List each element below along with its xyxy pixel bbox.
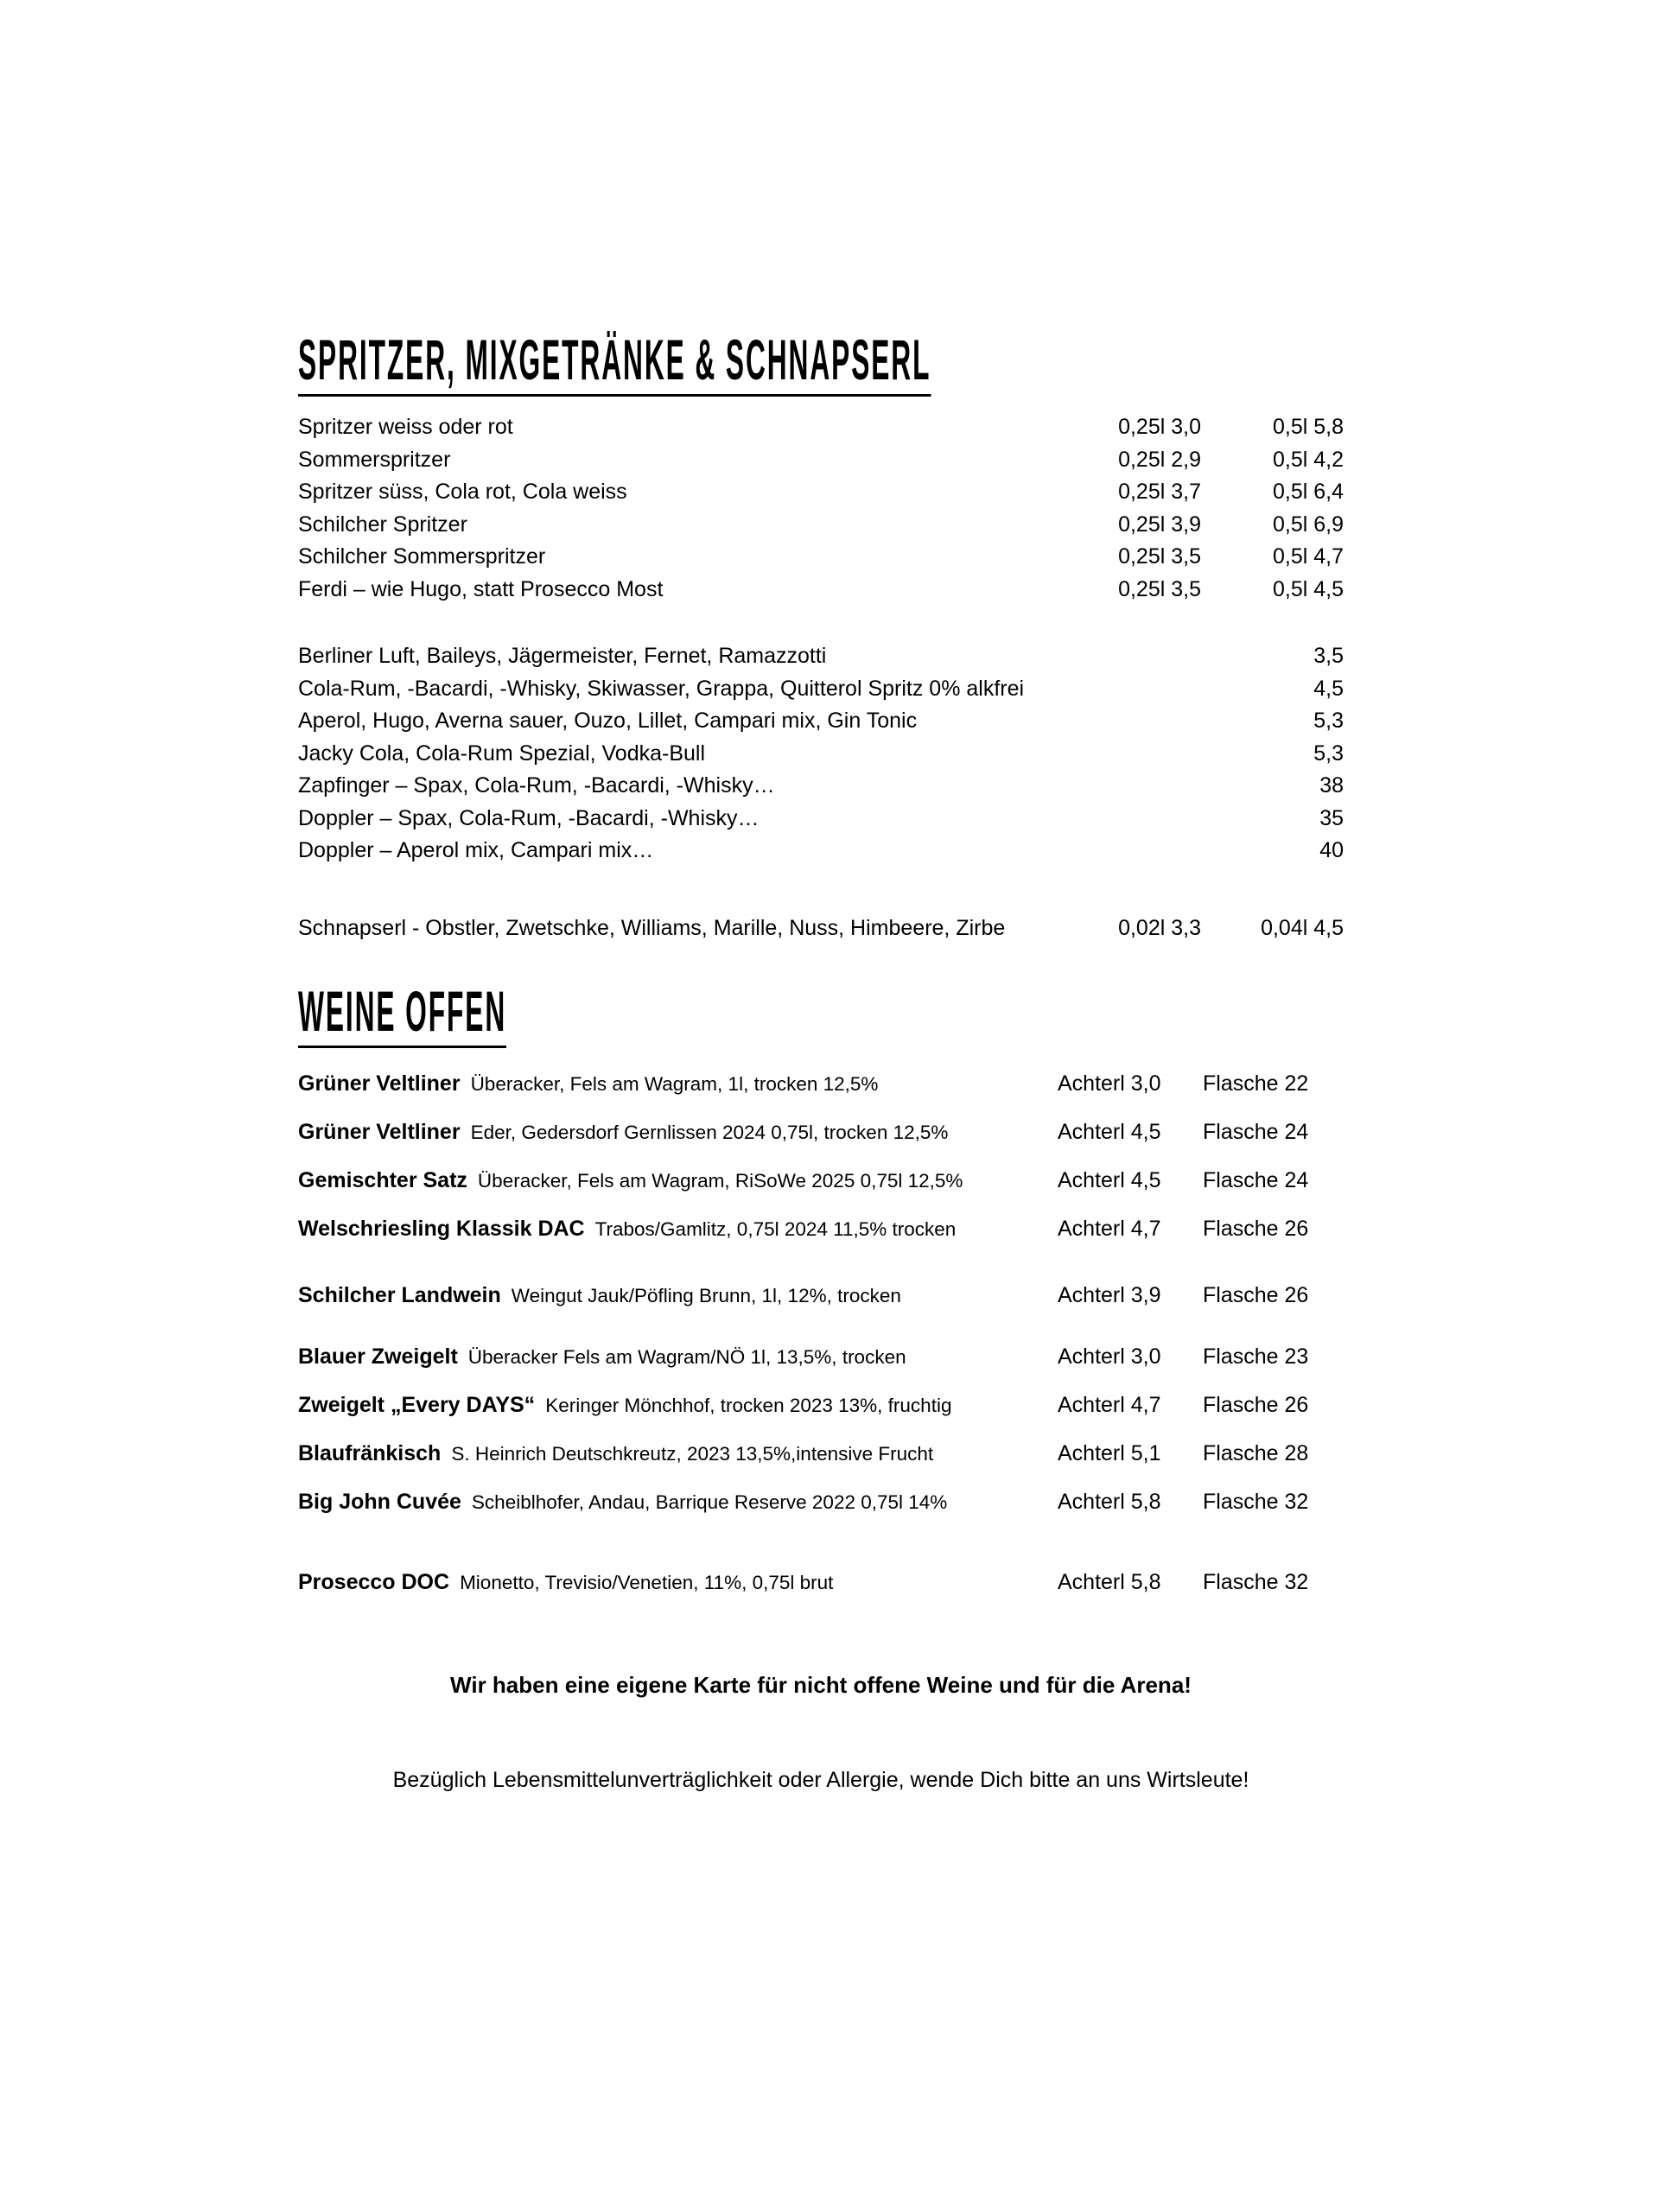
price-achterl: Achterl 5,1 [1058,1441,1161,1465]
wine-row [298,1390,1344,1421]
menu-item-row [298,705,1344,738]
item-name: Spritzer süss, Cola rot, Cola weiss [298,480,627,504]
price-large: 0,5l 4,7 [1272,544,1344,569]
price-achterl: Achterl 4,5 [1058,1168,1161,1192]
menu-item-row [298,476,1344,509]
price: 38 [1319,773,1344,798]
wine-name: Grüner Veltliner [298,1120,461,1144]
wine-name: Blauer Zweigelt [298,1344,458,1369]
item-name: Spritzer weiss oder rot [298,415,513,439]
price-flasche: Flasche 28 [1203,1441,1309,1465]
wine-description: S. Heinrich Deutschkreutz, 2023 13,5%,intensive Frucht [451,1443,934,1465]
price-achterl: Achterl 3,0 [1058,1344,1161,1369]
price-flasche: Flasche 32 [1203,1490,1309,1514]
price-flasche: Flasche 22 [1203,1071,1309,1096]
price-achterl: Achterl 4,5 [1058,1120,1161,1144]
menu-item-row [298,574,1344,607]
price-achterl: Achterl 3,0 [1058,1071,1161,1096]
wine-description: Mionetto, Trevisio/Venetien, 11%, 0,75l brut [460,1572,834,1593]
wine-section-title: WEINE OFFEN [298,982,506,1048]
wine-name: Blaufränkisch [298,1441,442,1465]
price-large: 0,5l 4,5 [1272,576,1344,601]
menu-item-row [298,411,1344,444]
item-name: Doppler – Spax, Cola-Rum, -Bacardi, -Whisky… [298,805,760,830]
price-achterl: Achterl 4,7 [1058,1217,1161,1241]
wine-section-header [298,979,1344,1048]
price-flasche: Flasche 26 [1203,1283,1309,1307]
spritzer-section-title: SPRITZER, MIXGETRÄNKE & SCHNAPSERL [298,331,931,397]
wine-row [298,1166,1344,1196]
item-name: Schilcher Spritzer [298,512,467,537]
menu-item-row [298,541,1344,574]
price-flasche: Flasche 24 [1203,1120,1309,1144]
menu-item-row [298,509,1344,542]
price-small: 0,25l 3,9 [1118,512,1201,537]
schnapserl-row [298,912,1344,945]
item-name: Jacky Cola, Cola-Rum Spezial, Vodka-Bull [298,741,706,766]
price: 4,5 [1313,676,1344,701]
price-flasche: Flasche 32 [1203,1570,1309,1594]
price-large: 0,04l 4,5 [1261,915,1344,940]
price: 35 [1319,805,1344,830]
menu-item-row [298,640,1344,673]
wine-row [298,1069,1344,1099]
wine-name: Prosecco DOC [298,1570,450,1594]
section-gap [298,606,1344,640]
price-small: 0,25l 2,9 [1118,447,1201,472]
item-name: Aperol, Hugo, Averna sauer, Ouzo, Lillet, Campari mix, Gin Tonic [298,709,918,733]
item-name: Doppler – Aperol mix, Campari mix… [298,838,654,862]
price-large: 0,5l 4,2 [1272,447,1344,472]
wine-description: Überacker, Fels am Wagram, RiSoWe 2025 0,75l 12,5% [477,1170,963,1192]
menu-item-row [298,803,1344,836]
wine-row [298,1342,1344,1372]
item-name: Ferdi – wie Hugo, statt Prosecco Most [298,576,664,601]
wine-row [298,1439,1344,1469]
wine-description: Trabos/Gamlitz, 0,75l 2024 11,5% trocken [594,1218,957,1240]
wine-name: Zweigelt „Every DAYS“ [298,1393,536,1417]
wine-description: Scheiblhofer, Andau, Barrique Reserve 2022 0,75l 14% [471,1491,948,1513]
wine-description: Weingut Jauk/Pöfling Brunn, 1l, 12%, trocken [511,1285,901,1306]
price-large: 0,5l 5,8 [1272,415,1344,439]
wine-description: Überacker Fels am Wagram/NÖ 1l, 13,5%, trocken [467,1346,906,1368]
price-flasche: Flasche 26 [1203,1217,1309,1241]
wine-row [298,1487,1344,1517]
wine-row [298,1281,1344,1311]
wine-description: Eder, Gedersdorf Gernlissen 2024 0,75l, trocken 12,5% [470,1122,949,1143]
price-flasche: Flasche 26 [1203,1393,1309,1417]
section-gap [298,868,1344,912]
wine-name: Grüner Veltliner [298,1071,461,1096]
wine-row [298,1214,1344,1244]
menu-item-row [298,673,1344,706]
price-achterl: Achterl 3,9 [1058,1283,1161,1307]
wine-name: Welschriesling Klassik DAC [298,1217,585,1241]
price: 40 [1319,838,1344,862]
price-small: 0,25l 3,0 [1118,415,1201,439]
price-small: 0,25l 3,5 [1118,544,1201,569]
price: 3,5 [1313,644,1344,668]
wine-name: Big John Cuvée [298,1490,461,1514]
item-name: Berliner Luft, Baileys, Jägermeister, Fernet, Ramazzotti [298,644,827,668]
item-name: Schnapserl - Obstler, Zwetschke, Williams, Marille, Nuss, Himbeere, Zirbe [298,915,1006,940]
price-large: 0,5l 6,4 [1272,480,1344,504]
wine-name: Gemischter Satz [298,1168,467,1192]
item-name: Schilcher Sommerspritzer [298,544,546,569]
price-achterl: Achterl 4,7 [1058,1393,1161,1417]
price-achterl: Achterl 5,8 [1058,1490,1161,1514]
menu-item-row [298,738,1344,771]
price-small: 0,02l 3,3 [1118,915,1201,940]
item-name: Zapfinger – Spax, Cola-Rum, -Bacardi, -Whisky… [298,773,775,798]
price-small: 0,25l 3,5 [1118,576,1201,601]
spritzer-section-header [298,327,1344,397]
menu-item-row [298,444,1344,477]
wine-row [298,1567,1344,1598]
price-small: 0,25l 3,7 [1118,480,1201,504]
menu-item-row [298,835,1344,868]
wine-row [298,1117,1344,1147]
wine-name: Schilcher Landwein [298,1283,501,1307]
price-flasche: Flasche 23 [1203,1344,1309,1369]
wine-description: Keringer Mönchhof, trocken 2023 13%, fruchtig [545,1395,952,1416]
price: 5,3 [1313,709,1344,733]
price: 5,3 [1313,741,1344,766]
item-name: Cola-Rum, -Bacardi, -Whisky, Skiwasser, Grappa, Quitterol Spritz 0% alkfrei [298,676,1025,701]
menu-item-row [298,770,1344,803]
allergy-note: Bezüglich Lebensmittelunverträglichkeit oder Allergie, wende Dich bitte an uns Wirtsleute! [392,1768,1249,1792]
item-name: Sommerspritzer [298,447,451,472]
price-large: 0,5l 6,9 [1272,512,1344,537]
price-achterl: Achterl 5,8 [1058,1570,1161,1594]
section-gap [298,944,1344,982]
price-flasche: Flasche 24 [1203,1168,1309,1192]
wine-card-note: Wir haben eine eigene Karte für nicht offene Weine und für die Arena! [450,1672,1192,1698]
wine-description: Überacker, Fels am Wagram, 1l, trocken 12,5% [470,1073,879,1095]
